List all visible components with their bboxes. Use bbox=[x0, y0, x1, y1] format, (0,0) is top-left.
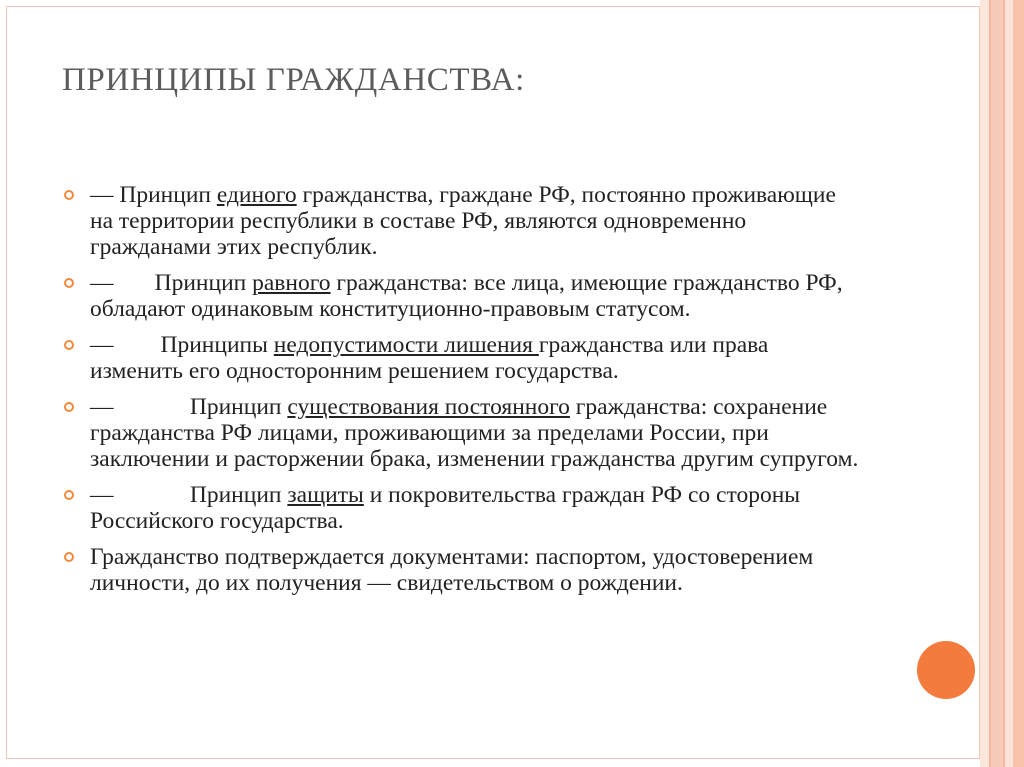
decorative-stripes bbox=[980, 0, 1024, 767]
bullet-circle-icon bbox=[64, 340, 74, 350]
list-item bbox=[64, 270, 864, 322]
bullet-text-before: — Принцип bbox=[90, 394, 288, 420]
bullet-circle-icon bbox=[64, 402, 74, 412]
bullet-text-before: — Принципы bbox=[90, 332, 274, 358]
bullet-text-after: гражданства, граждане РФ, постоянно проживающие на территории республики в составе РФ, являются одновременно гражданами этих республик. bbox=[90, 182, 836, 260]
decorative-orange-circle bbox=[917, 641, 975, 699]
stripe bbox=[1013, 0, 1024, 767]
bullet-text-before: — Принцип bbox=[90, 182, 217, 208]
bullet-circle-icon bbox=[64, 552, 74, 562]
bullet-text-after: и покровительства граждан РФ со стороны Российского государства. bbox=[90, 482, 801, 534]
bullet-underlined-term: недопустимости лишения bbox=[273, 332, 539, 358]
stripe bbox=[980, 0, 989, 767]
bullet-text-after: гражданства или права изменить его односторонним решением государства. bbox=[90, 332, 769, 384]
bullet-underlined-term: единого bbox=[216, 182, 297, 208]
bullet-underlined-term: равного bbox=[252, 270, 331, 296]
bullet-text-before: — Принцип bbox=[90, 482, 288, 508]
list-item bbox=[64, 182, 864, 260]
bullet-text-after: гражданства: все лица, имеющие гражданство РФ, обладают одинаковым конституционно-правовым статусом. bbox=[90, 270, 843, 322]
bullet-text-before: Гражданство подтверждается документами: паспортом, удостоверением личности, до их получения — свидетельством о рождении. bbox=[90, 544, 814, 596]
bullet-list bbox=[64, 182, 864, 606]
list-item bbox=[64, 332, 864, 384]
bullet-circle-icon bbox=[64, 190, 74, 200]
list-item bbox=[64, 394, 864, 472]
bullet-underlined-term: защиты bbox=[287, 482, 364, 508]
bullet-circle-icon bbox=[64, 490, 74, 500]
list-item bbox=[64, 482, 864, 534]
stripe bbox=[991, 0, 1003, 767]
list-item bbox=[64, 544, 864, 596]
bullet-circle-icon bbox=[64, 278, 74, 288]
bullet-underlined-term: существования постоянного bbox=[287, 394, 570, 420]
bullet-text-before: — Принцип bbox=[90, 270, 253, 296]
stripe bbox=[1005, 0, 1013, 767]
bullet-text-after: гражданства: сохранение гражданства РФ лицами, проживающими за пределами России, при заключении и расторжении брака, изменении гражданства другим супругом. bbox=[90, 394, 859, 472]
slide-title: ПРИНЦИПЫ ГРАЖДАНСТВА: bbox=[62, 62, 525, 98]
